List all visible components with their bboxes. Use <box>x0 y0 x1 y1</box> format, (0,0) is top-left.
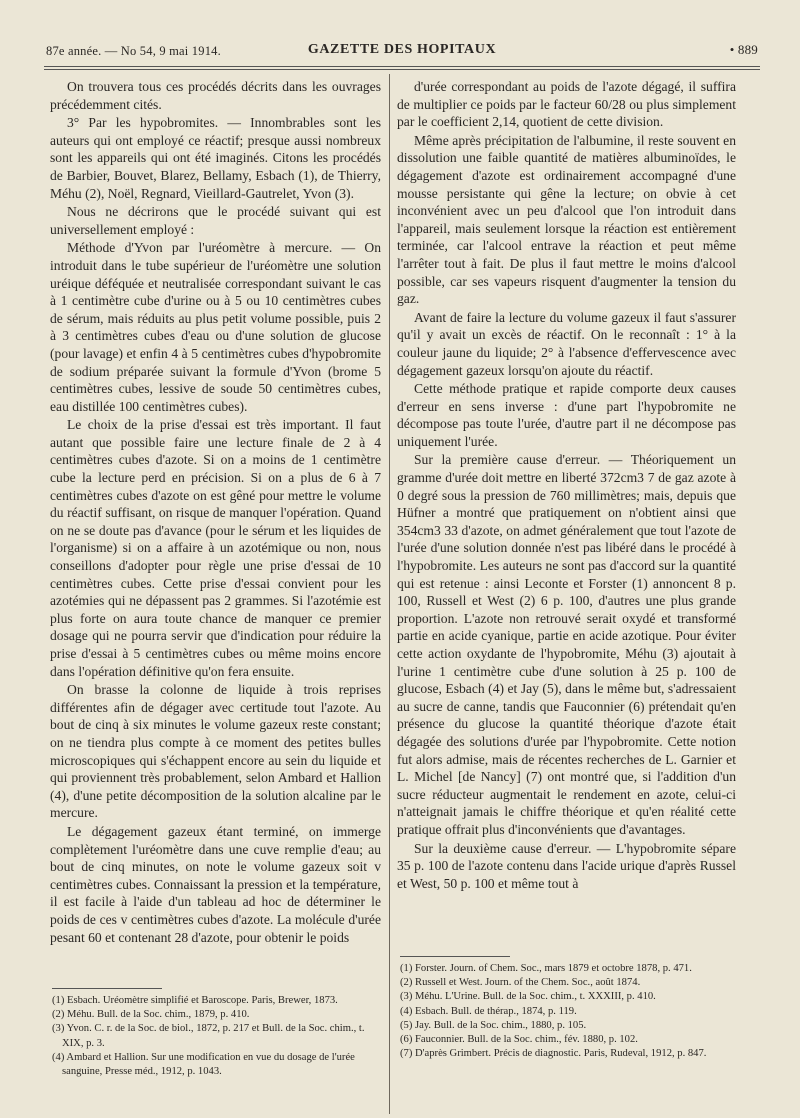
paragraph: On brasse la colonne de liquide à trois reprises différentes afin de dégager avec certitude tout l'azote. Au bout de cinq à six minutes le volume gazeux reste constant; on ne tiendra plus compte à ce moment des petites bulles microscopiques qui s'échappent encore au sein du liquide et qui proviennent très probablement, selon Ambard et Hallion (4), d'une petite décomposition de la solution alcaline par le mercure. <box>50 682 381 821</box>
footnote: (3) Méhu. L'Urine. Bull. de la Soc. chim., t. XXXIII, p. 410. <box>400 991 656 1003</box>
footnote: (4) Esbach. Bull. de thérap., 1874, p. 119. <box>400 1005 577 1017</box>
left-column <box>50 78 381 946</box>
footnotes-right <box>400 956 736 1061</box>
paragraph: Le dégagement gazeux étant terminé, on immerge complètement l'uréomètre dans une cuve remplie d'eau; au bout de cinq minutes, on note le volume gazeux soit v centimètres cubes. Connaissant la pression et la température, il est facile à l'aide d'un tableau ad hoc de déterminer le poids de ces v centimètres cubes d'azote. La molécule d'urée pesant 60 et contenant 28 d'azote, pour obtenir le poids <box>50 823 381 945</box>
paragraph: Cette méthode pratique et rapide comporte deux causes d'erreur en sens inverse : d'une part l'hypobromite ne décompose pas toute l'urée, d'autre part il ne décompose pas uniquement l'urée. <box>397 381 736 449</box>
paragraph: 3° Par les hypobromites. — Innombrables sont les auteurs qui ont employé ce réactif; presque aussi nombreux sont les appareils qui ont été imaginés. Citons les procédés de Barbier, Bouvet, Blarez, Bellamy, Esbach (1), de Thierry, Méhu (2), Noël, Regnard, Vieillard-Gautrelet, Yvon (3). <box>50 115 381 201</box>
paragraph: Sur la première cause d'erreur. — Théoriquement un gramme d'urée doit mettre en liberté 372cm3 7 de gaz azote à 0 degré sous la pression de 760 millimètres; mais, depuis que Hüfner a montré que pratiquement on n'obtient ainsi que 354cm3 33 d'azote, on admet généralement que tout l'azote de l'urée d'une solution donnée n'est pas libéré dans le procédé à l'hypobromite. Les auteurs ne sont pas d'accord sur la quantité qui est retenue : ainsi Leconte et Forster (1) annoncent 8 p. 100, Russell et West (2) 6 p. 100, d'autres une plus grande proportion. L'azote non retrouvé serait oxydé et transformé partie en acide cyanique, partie en acide azotique. Pour éviter cette action oxydante de l'hypobromite, Méhu (3) ajoutait à l'urine 1 centimètre cube d'une solution à 25 p. 100 de glucose, Esbach (4) et Jay (5), dans le même but, s'adressaient au sucre de canne, tandis que Fauconnier (6) prétendait qu'en présence du glucose la quantité théorique d'azote était dégagée des solutions d'urée par l'hypobromite. Cette notion fut alors admise, mais de récentes recherches de L. Garnier et L. Michel [de Nancy] (7) ont montré que, si l'addition d'un sucre réducteur augmentait le rendement en azote, celui-ci n'atteignait jamais le chiffre théorique et qu'en réalité cette pratique offrait plus d'inconvénients que d'avantages. <box>397 452 736 837</box>
header-rule <box>44 66 760 67</box>
page-header <box>46 40 758 64</box>
footnote: (7) D'après Grimbert. Précis de diagnostic. Paris, Rudeval, 1912, p. 847. <box>400 1048 707 1060</box>
paragraph: On trouvera tous ces procédés décrits dans les ouvrages précédemment cités. <box>50 79 381 112</box>
paragraph: d'urée correspondant au poids de l'azote dégagé, il suffira de multiplier ce poids par le facteur 60/28 ou plus simplement par le coefficient 2,14, quotient de cette division. <box>397 79 736 130</box>
column-divider <box>389 74 390 1114</box>
right-column <box>397 78 736 892</box>
paragraph: Avant de faire la lecture du volume gazeux il faut s'assurer qu'il y avait un excès de réactif. On le reconnaît : 1° à la couleur jaune du liquide; 2° à l'absence d'effervescence avec dégagement gazeux lorsqu'on ajoute du réactif. <box>397 309 736 378</box>
footnote: (6) Fauconnier. Bull. de la Soc. chim., fév. 1880, p. 102. <box>400 1034 638 1046</box>
footnote: (4) Ambard et Hallion. Sur une modification en vue du dosage de l'urée sanguine, Presse méd., 1912, p. 1043. <box>52 1051 355 1078</box>
footnote: (1) Forster. Journ. of Chem. Soc., mars 1879 et octobre 1878, p. 471. <box>400 963 692 974</box>
paragraph: Nous ne décrirons que le procédé suivant qui est universellement employé : <box>50 204 381 237</box>
issue-info: 87e année. — No 54, 9 mai 1914. <box>46 44 221 58</box>
footnote: (2) Méhu. Bull. de la Soc. chim., 1879, p. 410. <box>52 1009 250 1021</box>
footnote: (3) Yvon. C. r. de la Soc. de biol., 1872, p. 217 et Bull. de la Soc. chim., t. XIX, p. 3. <box>52 1023 365 1049</box>
footnote-rule <box>52 988 162 989</box>
header-rule-double <box>44 69 760 70</box>
footnote: (5) Jay. Bull. de la Soc. chim., 1880, p. 105. <box>400 1019 587 1031</box>
paragraph: Méthode d'Yvon par l'uréomètre à mercure. — On introduit dans le tube supérieur de l'uréomètre une solution uréique déféquée et neutralisée correspondant suivant le cas à 1 centimètre cube d'urine ou à 5 ou 10 centimètres cubes de sérum, mais réduits au plus petit volume possible, puis 2 à 3 centimètres cubes d'eau ou d'une solution de glucose (pour lavage) et enfin 4 à 5 centimètres cubes d'hypobromite de sodium préparée suivant la formule d'Yvon (brome 5 centimètres cubes, lessive de soude 50 centimètres cubes, eau distillée 100 centimètres cubes). <box>50 240 381 414</box>
footnote: (1) Esbach. Uréomètre simplifié et Baroscope. Paris, Brewer, 1873. <box>52 995 338 1006</box>
footnote-rule <box>400 956 510 957</box>
journal-title: GAZETTE DES HOPITAUX <box>307 42 497 57</box>
page-number: • 889 <box>729 42 758 57</box>
footnote: (2) Russell et West. Journ. of the Chem. Soc., août 1874. <box>400 977 641 989</box>
paragraph: Même après précipitation de l'albumine, il reste souvent en dissolution une faible quantité de matières albuminoïdes, le dégagement d'azote est ordinairement accompagné d'une mousse persistante qui gêne la lecture; on obvie à cet inconvénient avec un peu d'alcool que l'on introduit dans l'appareil, mais seulement lorsque la réaction est entièrement terminée, car l'alcool entrave la réaction et peut même l'arrêter tout à fait. De plus il faut mettre le moins d'alcool possible, car ses vapeurs risquent d'augmenter la tension du gaz. <box>397 132 736 307</box>
footnotes-left <box>52 988 378 1079</box>
paragraph: Le choix de la prise d'essai est très important. Il faut autant que possible faire une lecture finale de 2 à 4 centimètres cubes d'azote. Si on a moins de 1 centimètre cube la lecture perd en précision. Si on a plus de 6 à 7 centimètres cubes d'azote on est gêné pour mettre le volume du réactif suffisant, on risque de manquer l'opération. Quand on ne se doute pas d'avance (pour le sérum et les liquides de l'organisme) si on a affaire à un azotémique ou non, nous conseillons d'adopter pour règle une prise d'essai de 10 centimètres cubes. Cette prise d'essai convient pour les azotémies qui ne dépassent pas 2 grammes. Si l'azotémie est plus forte on aura toute chance de manquer ce premier dosage qui ne pourra servir que d'indication pour réduire la prise d'essai à 5 centimètres cubes ou même moins encore dans l'opération définitive qu'on fera ensuite. <box>50 417 381 679</box>
paragraph: Sur la deuxième cause d'erreur. — L'hypobromite sépare 35 p. 100 de l'azote contenu dans l'acide urique d'après Russel et West, 50 p. 100 et même tout à <box>397 840 736 891</box>
